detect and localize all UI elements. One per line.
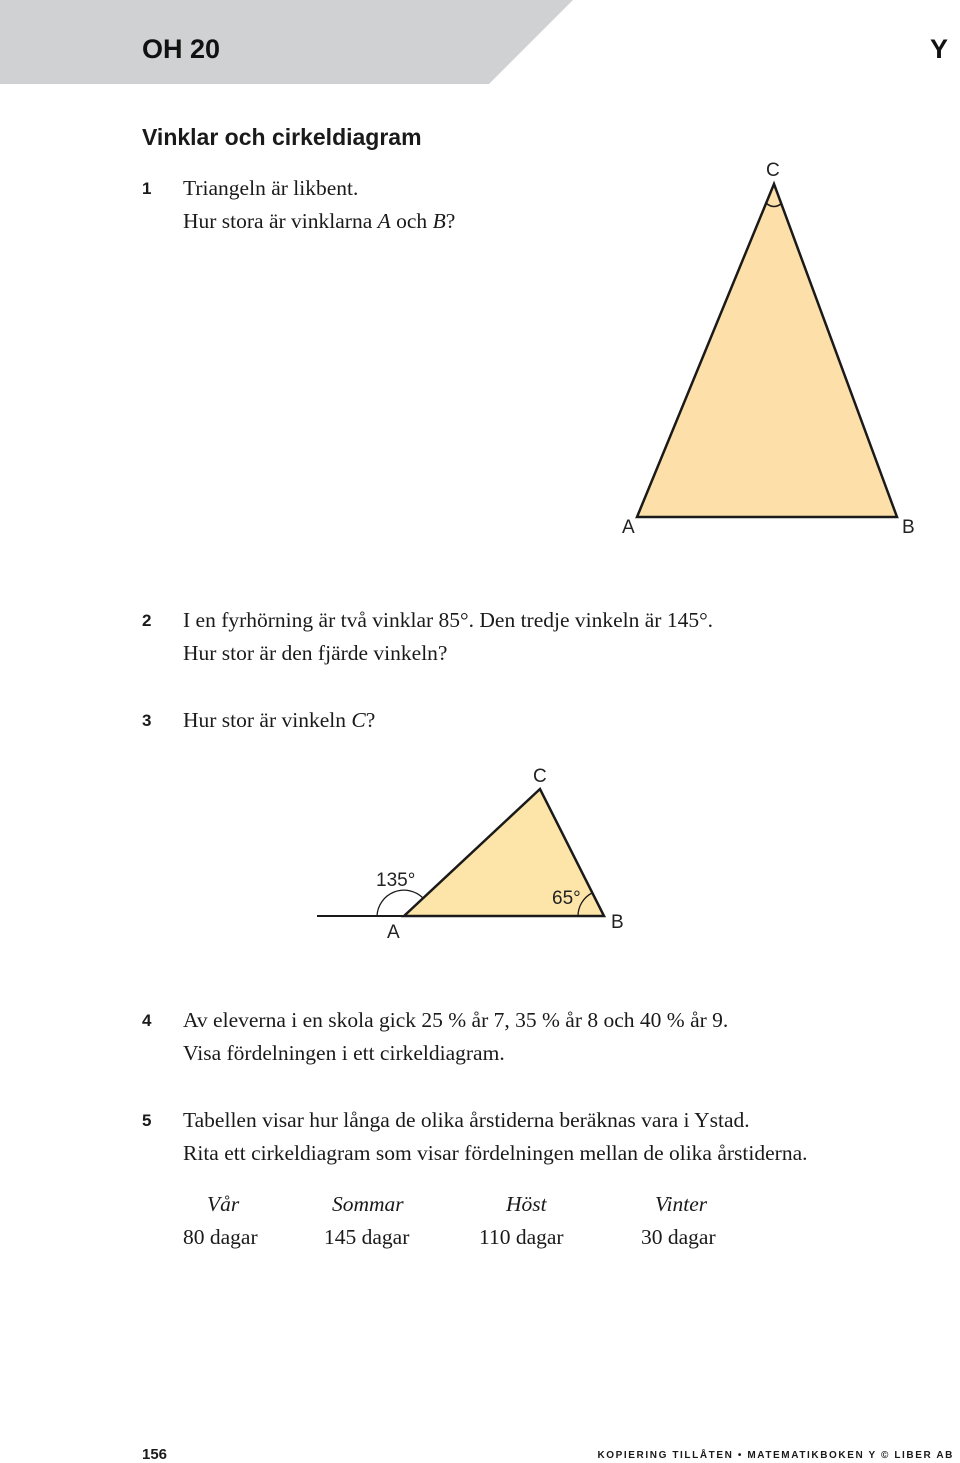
task-number: 1 [142, 179, 152, 198]
worksheet-code: OH 20 [142, 34, 221, 64]
task-text: Tabellen visar hur långa de olika årstiderna beräknas vara i Ystad. [183, 1108, 750, 1132]
exterior-angle-label: 135° [376, 870, 416, 891]
season-value: 80 dagar [183, 1225, 258, 1249]
season-value: 30 dagar [641, 1225, 716, 1249]
vertex-label-b: B [611, 912, 624, 933]
task-number: 3 [142, 711, 152, 730]
season-header: Sommar [332, 1192, 404, 1216]
angle-b-label: 65° [552, 888, 581, 909]
season-value: 145 dagar [324, 1225, 410, 1249]
vertex-label-c: C [533, 766, 547, 787]
season-header: Vår [207, 1192, 240, 1216]
vertex-label-a: A [387, 922, 400, 943]
text-part: Hur stor är vinkeln [183, 708, 352, 732]
season-value: 110 dagar [479, 1225, 564, 1249]
task-number: 4 [142, 1011, 152, 1030]
task-number: 2 [142, 611, 152, 630]
footer-copyright: KOPIERING TILLÅTEN • MATEMATIKBOKEN Y © LIBER AB [597, 1450, 954, 1461]
task-text: Triangeln är likbent. [183, 176, 359, 200]
page-number: 156 [142, 1446, 168, 1463]
book-mark: Y [929, 34, 948, 64]
variable-b: B [432, 209, 446, 233]
task-text: I en fyrhörning är två vinklar 85°. Den tredje vinkeln är 145°. [183, 608, 714, 632]
task-text: Hur stor är den fjärde vinkeln? [183, 641, 448, 665]
variable-c: C [351, 708, 366, 732]
task-text: Rita ett cirkeldiagram som visar fördelningen mellan de olika årstiderna. [183, 1141, 808, 1165]
task-5 [142, 1104, 942, 1170]
task-text: Av eleverna i en skola gick 25 % år 7, 35 % år 8 och 40 % år 9. [183, 1008, 729, 1032]
section-title: Vinklar och cirkeldiagram [142, 124, 422, 150]
season-header: Vinter [655, 1192, 708, 1216]
vertex-label-b: B [902, 517, 915, 538]
task-4 [142, 1004, 942, 1070]
vertex-label-c: C [766, 160, 780, 181]
text-part: ? [365, 708, 376, 732]
task-number: 5 [142, 1111, 152, 1130]
text-part: ? [445, 209, 456, 233]
task-text: Visa fördelningen i ett cirkeldiagram. [183, 1041, 505, 1065]
text-part: Hur stora är vinklarna [183, 209, 378, 233]
text-part: och [390, 209, 433, 233]
variable-a: A [377, 209, 391, 233]
vertex-label-a: A [622, 517, 635, 538]
season-header: Höst [506, 1192, 547, 1216]
